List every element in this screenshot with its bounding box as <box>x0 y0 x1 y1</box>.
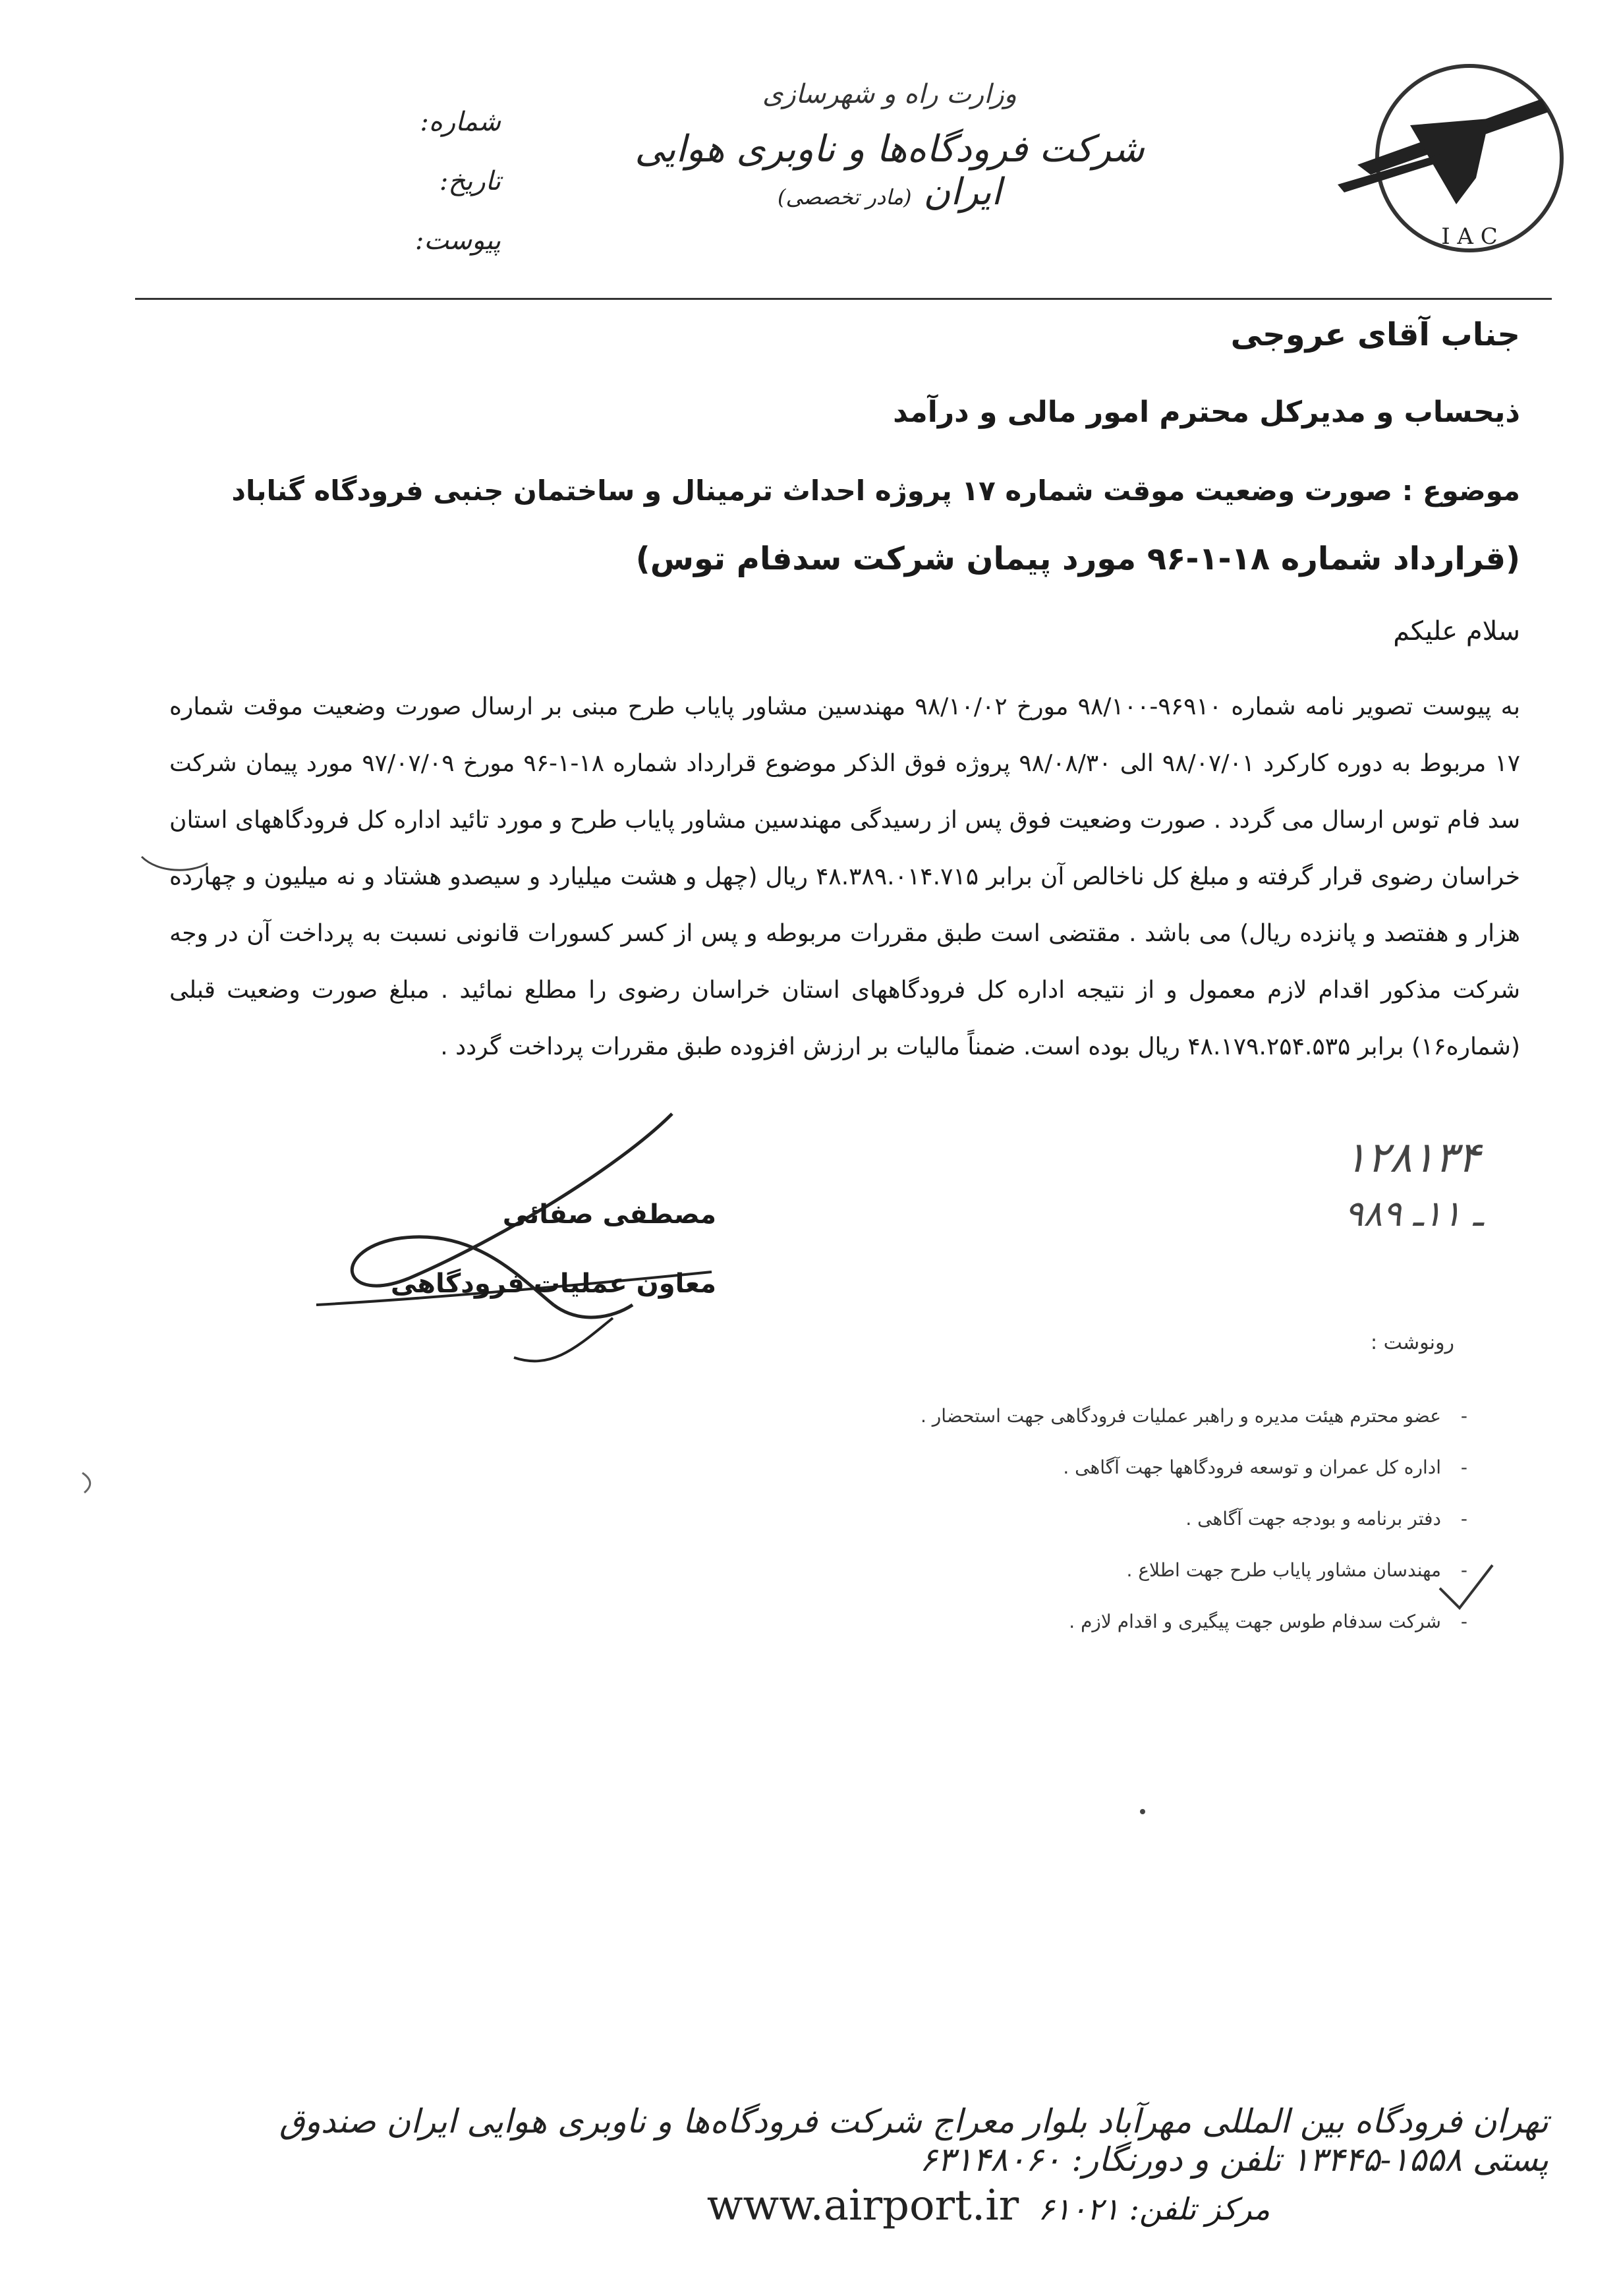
letter-body: به پیوست تصویر نامه شماره ۹۶۹۱۰-۹۸/۱۰۰ مورخ ۹۸/۱۰/۰۲ مهندسین مشاور پایاب طرح مبنی بر ارسال صورت وضعیت موقت شماره ۱۷ مربوط به دوره کارکرد ۹۸/۰۷/۰۱ الی ۹۸/۰۸/۳۰ پروژه فوق الذکر موضوع قرارداد شماره ۱۸-۱-۹۶ مورخ ۹۷/۰۷/۰۹ مورد پیمان شرکت سد فام توس ارسال می گردد . صورت وضعیت فوق پس از رسیدگی مهندسین مشاور پایاب طرح و مورد تائید اداره کل فرودگاههای استان خراسان رضوی قرار گرفته و مبلغ کل ناخالص آن برابر ۴۸.۳۸۹.۰۱۴.۷۱۵ ریال (چهل و هشت میلیارد و سیصدو هشتاد و نه میلیون و چهارده هزار و هفتصد و پانزده ریال) می باشد . مقتضی است طبق مقررات مربوطه و پس از کسر کسورات قانونی نسبت به پرداخت آن در وجه شرکت مذکور اقدام لازم معمول و از نتیجه اداره کل فرودگاههای استان خراسان رضوی را مطلع نمائید . مبلغ صورت وضعیت قبلی (شماره۱۶) برابر ۴۸.۱۷۹.۲۵۴.۵۳۵ ریال بوده است. ضمناً مالیات بر ارزش افزوده طبق مقررات پرداخت گردد . <box>169 693 1521 1060</box>
cc-list <box>611 1391 1467 1648</box>
cc-item: - اداره کل عمران و توسعه فرودگاهها جهت آگاهی . <box>611 1442 1467 1493</box>
meta-date-label: تاریخ: <box>439 166 501 196</box>
subject: موضوع : صورت وضعیت موقت شماره ۱۷ پروژه احداث ترمینال و ساختمان جنبی فرودگاه گناباد <box>231 474 1520 507</box>
cc-item: - شرکت سدفام طوس جهت پیگیری و اقدام لازم . <box>611 1596 1467 1648</box>
letterhead <box>593 79 1186 214</box>
recipient: جناب آقای عروجی <box>1230 316 1520 353</box>
scan-mark <box>138 850 211 876</box>
cc-item: - دفتر برنامه و بودجه جهت آگاهی . <box>611 1493 1467 1545</box>
header-divider <box>135 298 1552 300</box>
footer-address: تهران فرودگاه بین المللی مهرآباد بلوار معراج شرکت فرودگاه‌ها و ناوبری هوایی ایران صندوق پستی ۱۵۵۸-۱۳۴۴۵ تلفن و دورنگار: ۶۳۱۴۸۰۶۰ <box>279 2102 1548 2179</box>
greeting: سلام علیکم <box>1393 616 1520 646</box>
company-name <box>593 128 1186 214</box>
signatory-name: مصطفی صفائی <box>502 1199 716 1230</box>
scan-dot <box>1140 1809 1145 1814</box>
center-phone: مرکز تلفن: ۶۱۰۲۱ <box>1038 2191 1270 2227</box>
meta-attachment-label: پیوست: <box>414 225 501 256</box>
company-subtitle: (مادر تخصصی) <box>777 185 912 210</box>
logo-letters: I A C <box>1441 223 1498 250</box>
iac-logo <box>1318 53 1581 264</box>
ministry-name: وزارت راه و شهرسازی <box>762 79 1017 109</box>
website-link[interactable]: www.airport.ir <box>706 2181 1019 2230</box>
handwritten-date: ۹۸ـ ۱۱ـ ۹ <box>1344 1193 1484 1234</box>
handwritten-number: ۱۲۸۱۳۴ <box>1344 1134 1481 1182</box>
letter-meta <box>369 92 501 270</box>
contract-ref: (قرارداد شماره ۱۸-۱-۹۶ مورد پیمان شرکت سدفام توس) <box>635 540 1520 577</box>
meta-number-label: شماره: <box>420 107 501 137</box>
handwritten-signature <box>303 1107 764 1410</box>
footer-web-line <box>626 2181 1351 2230</box>
company-title: شرکت فرودگاه‌ها و ناوبری هوایی ایران <box>635 128 1145 214</box>
cc-item: - عضو محترم هیئت مدیره و راهبر عملیات فرودگاهی جهت استحضار . <box>611 1391 1467 1442</box>
recipient-title: ذیحساب و مدیرکل محترم امور مالی و درآمد <box>893 395 1520 429</box>
scan-mark <box>79 1470 99 1496</box>
signatory-role: معاون عملیات فرودگاهی <box>390 1269 716 1299</box>
cc-item: - مهندسان مشاور پایاب طرح جهت اطلاع . <box>611 1545 1467 1596</box>
check-mark-icon <box>1436 1562 1496 1615</box>
cc-title: رونوشت : <box>1370 1331 1454 1354</box>
